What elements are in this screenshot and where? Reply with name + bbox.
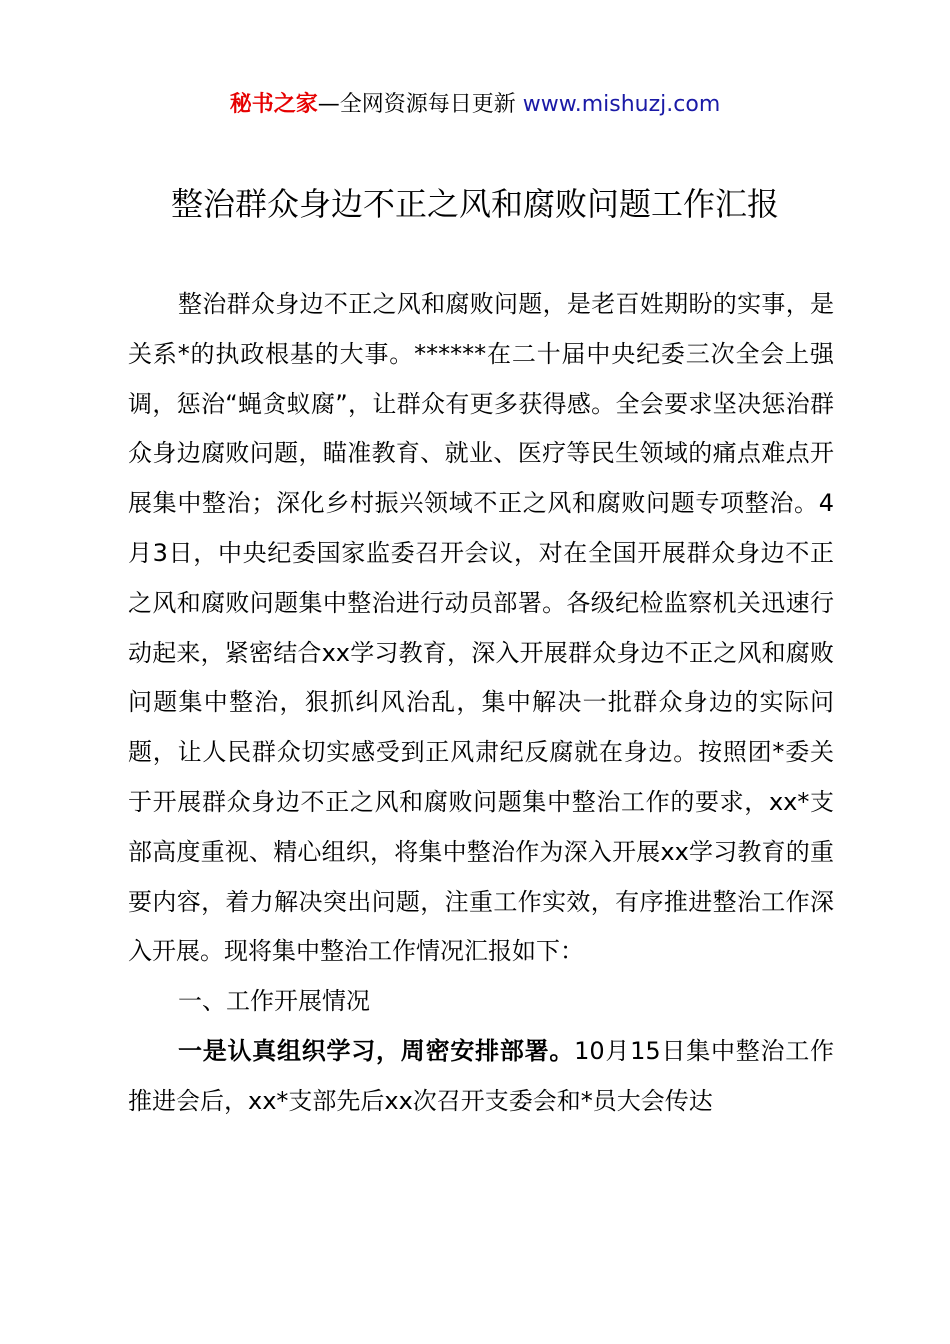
- site-tagline: —全网资源每日更新: [317, 92, 516, 117]
- site-header: [0, 88, 950, 122]
- item-paragraph: [128, 1027, 834, 1127]
- site-url-link[interactable]: www.mishuzj.com: [522, 92, 721, 117]
- intro-paragraph: 整治群众身边不正之风和腐败问题，是老百姓期盼的实事，是关系*的执政根基的大事。******在二十届中央纪委三次全会上强调，惩治“蝇贪蚁腐”，让群众有更多获得感。全会要求坚决惩治群众身边腐败问题，瞄准教育、就业、医疗等民生领域的痛点难点开展集中整治；深化乡村振兴领域不正之风和腐败问题专项整治。4月3日，中央纪委国家监委召开会议，对在全国开展群众身边不正之风和腐败问题集中整治进行动员部署。各级纪检监察机关迅速行动起来，紧密结合xx学习教育，深入开展群众身边不正之风和腐败问题集中整治，狠抓纠风治乱，集中解决一批群众身边的实际问题，让人民群众切实感受到正风肃纪反腐就在身边。按照团*委关于开展群众身边不正之风和腐败问题集中整治工作的要求，xx*支部高度重视、精心组织，将集中整治作为深入开展xx学习教育的重要内容，着力解决突出问题，注重工作实效，有序推进整治工作深入开展。现将集中整治工作情况汇报如下：: [128, 290, 834, 966]
- section-heading: 一、工作开展情况: [178, 987, 370, 1016]
- document-title: 整治群众身边不正之风和腐败问题工作汇报: [170, 185, 779, 223]
- item-text: 10月15日集中整治工作推进会后，xx*支部先后xx次召开支委会和*员大会传达: [128, 1036, 834, 1115]
- item-lead: 一是认真组织学习，周密安排部署。: [178, 1036, 575, 1065]
- site-brand: 秘书之家: [229, 92, 318, 117]
- document-body: [128, 280, 834, 1127]
